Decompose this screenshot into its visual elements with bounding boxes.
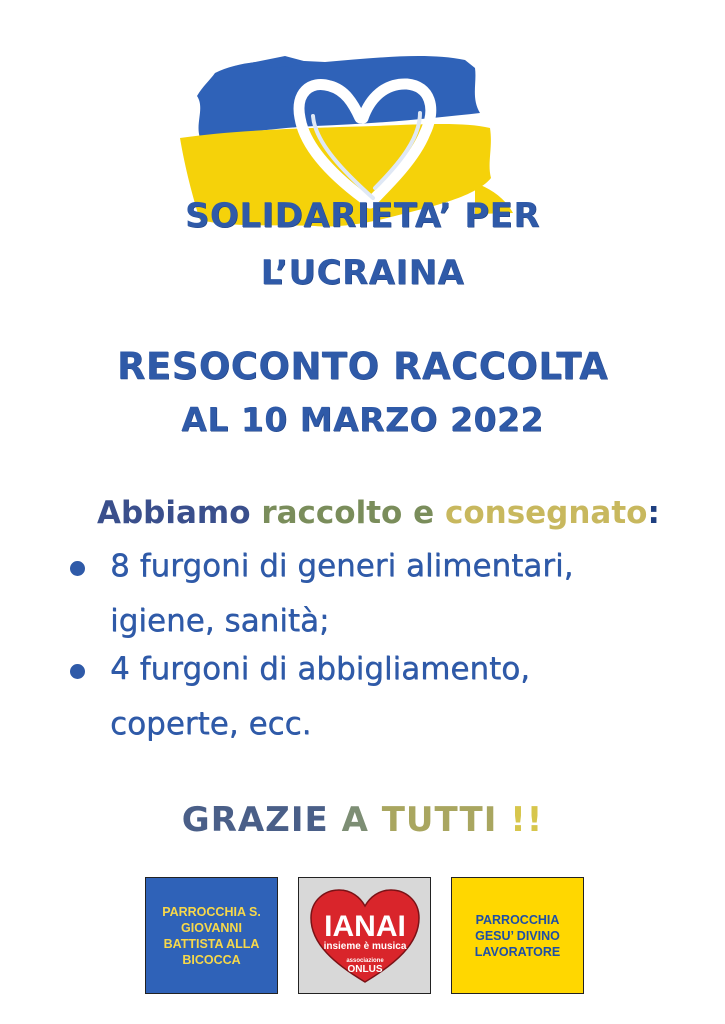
list-item-1-line-1: 8 furgoni di generi alimentari, — [110, 548, 574, 584]
logo-parrocchia-gesu-divino — [451, 877, 584, 994]
red-heart-icon — [305, 886, 425, 986]
logo-right-text: PARROCCHIA GESU’ DIVINO LAVORATORE — [474, 912, 561, 959]
intro-colon: : — [647, 495, 660, 531]
ianai-assoc: associazione — [345, 957, 384, 964]
title-line-1: SOLIDARIETA’ PER — [184, 196, 541, 236]
list-item-2-line-1: 4 furgoni di abbigliamento, — [110, 651, 530, 687]
intro-word-abbiamo: Abbiamo — [97, 495, 251, 531]
logo-ianai — [298, 877, 431, 994]
thanks-word-a: A — [341, 800, 369, 840]
ianai-brand: IANAI — [323, 909, 406, 943]
logo-parrocchia-san-giovanni — [145, 877, 278, 994]
list-item-1-line-2: igiene, sanità; — [110, 603, 330, 639]
title-line-2: L’UCRAINA — [260, 253, 465, 293]
thanks-message — [0, 800, 725, 840]
list-item-2-line-2: coperte, ecc. — [110, 706, 312, 742]
subtitle-line-2: AL 10 MARZO 2022 — [181, 400, 544, 439]
intro-word-e: e — [413, 495, 435, 531]
thanks-word-grazie: GRAZIE — [181, 800, 329, 840]
thanks-exclamation: !! — [510, 800, 544, 840]
thanks-word-tutti: TUTTI — [381, 800, 498, 840]
logo-left-text: PARROCCHIA S. GIOVANNI BATTISTA ALLA BICOCCA — [162, 904, 261, 967]
intro-word-raccolto: raccolto — [261, 495, 403, 531]
ianai-tagline: insieme è musica — [323, 940, 406, 952]
subtitle-line-1: RESOCONTO RACCOLTA — [116, 345, 609, 388]
intro-word-consegnato: consegnato — [444, 495, 648, 531]
intro-sentence — [97, 495, 660, 531]
bullet-dot-icon — [70, 561, 85, 576]
ianai-onlus: ONLUS — [347, 963, 382, 975]
bullet-dot-icon — [70, 664, 85, 679]
